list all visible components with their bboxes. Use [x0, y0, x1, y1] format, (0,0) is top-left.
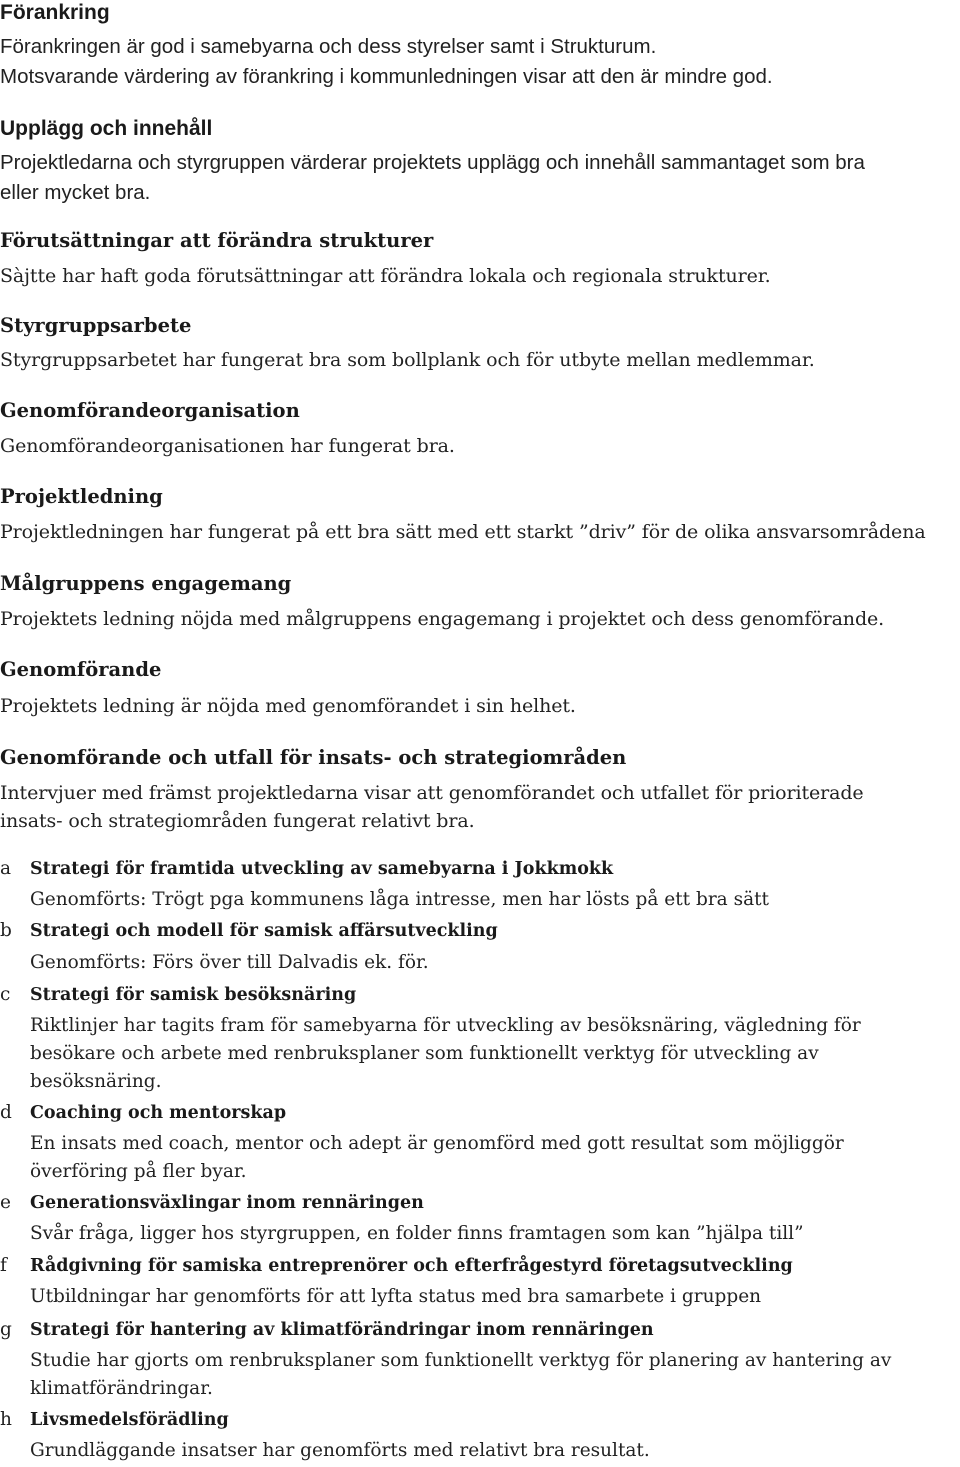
section-text: eller mycket bra. — [0, 181, 151, 204]
list-item-title: Strategi för hantering av klimatförändringar inom rennäringen — [30, 1320, 654, 1340]
list-item-text — [30, 1012, 950, 1096]
list-letter: a — [0, 858, 12, 879]
list-letter: e — [0, 1192, 11, 1213]
text-line: Riktlinjer har tagits fram för samebyarna för utveckling av besöksnäring, vägledning för — [30, 1015, 861, 1036]
list-item-text — [30, 1437, 950, 1465]
text-line: besökare och arbete med renbruksplaner som funktionellt verktyg för utveckling av — [30, 1043, 819, 1064]
text-line: Genomförts: Trögt pga kommunens låga intresse, men har lösts på ett bra sätt — [30, 889, 769, 910]
section-text: Projektets ledning är nöjda med genomförandet i sin helhet. — [0, 695, 576, 717]
list-item-title: Livsmedelsförädling — [30, 1410, 229, 1430]
section-heading: Målgruppens engagemang — [0, 572, 292, 595]
text-line: klimatförändringar. — [30, 1378, 213, 1399]
section-heading: Upplägg och innehåll — [0, 117, 213, 140]
text-line: Utbildningar har genomförts för att lyfta status med bra samarbete i gruppen — [30, 1286, 762, 1307]
list-letter: g — [0, 1319, 12, 1340]
section-text: Projektledarna och styrgruppen värderar projektets upplägg och innehåll sammantaget som bra — [0, 151, 865, 174]
section-heading: Genomförandeorganisation — [0, 399, 300, 422]
list-item-title: Strategi och modell för samisk affärsutveckling — [30, 921, 498, 941]
text-line: besöksnäring. — [30, 1071, 162, 1092]
section-text: Sàjtte har haft goda förutsättningar att förändra lokala och regionala strukturer. — [0, 265, 771, 287]
list-letter: f — [0, 1255, 7, 1276]
section-text: insats- och strategiområden fungerat relativt bra. — [0, 810, 475, 832]
text-line: överföring på fler byar. — [30, 1161, 247, 1182]
section-text: Intervjuer med främst projektledarna visar att genomförandet och utfallet för prioriterade — [0, 782, 864, 804]
section-text: Motsvarande värdering av förankring i kommunledningen visar att den är mindre god. — [0, 65, 773, 88]
section-heading: Förankring — [0, 1, 110, 24]
list-letter: d — [0, 1102, 12, 1123]
section-heading: Förutsättningar att förändra strukturer — [0, 229, 434, 252]
text-line: Genomförts: Förs över till Dalvadis ek. för. — [30, 952, 429, 973]
section-text: Förankringen är god i samebyarna och dess styrelser samt i Strukturum. — [0, 35, 657, 58]
list-item-title: Strategi för framtida utveckling av samebyarna i Jokkmokk — [30, 859, 614, 879]
list-item-text — [30, 1283, 950, 1311]
list-item-text — [30, 1220, 950, 1248]
text-line: Grundläggande insatser har genomförts med relativt bra resultat. — [30, 1440, 650, 1461]
section-text: Projektets ledning nöjda med målgruppens engagemang i projektet och dess genomförande. — [0, 608, 885, 630]
list-item-title: Rådgivning för samiska entreprenörer och efterfrågestyrd företagsutveckling — [30, 1256, 793, 1276]
list-item-text — [30, 886, 950, 914]
list-letter: b — [0, 920, 12, 941]
list-item-text — [30, 1130, 950, 1186]
list-item-title: Generationsväxlingar inom rennäringen — [30, 1193, 424, 1213]
list-letter: h — [0, 1409, 12, 1430]
section-heading: Styrgruppsarbete — [0, 314, 192, 337]
section-text: Projektledningen har fungerat på ett bra sätt med ett starkt ”driv” för de olika ansvarsområdena — [0, 521, 926, 543]
section-text: Styrgruppsarbetet har fungerat bra som bollplank och för utbyte mellan medlemmar. — [0, 349, 815, 371]
list-item-text — [30, 949, 950, 977]
text-line: Svår fråga, ligger hos styrgruppen, en folder finns framtagen som kan ”hjälpa till” — [30, 1223, 804, 1244]
text-line: En insats med coach, mentor och adept är genomförd med gott resultat som möjliggör — [30, 1133, 844, 1154]
section-text: Genomförandeorganisationen har fungerat bra. — [0, 435, 455, 457]
list-item-title: Strategi för samisk besöksnäring — [30, 985, 357, 1005]
list-item-text — [30, 1347, 950, 1403]
section-heading: Genomförande — [0, 658, 162, 681]
section-heading: Projektledning — [0, 485, 163, 508]
text-line: Studie har gjorts om renbruksplaner som funktionellt verktyg för planering av hantering av — [30, 1350, 892, 1371]
list-letter: c — [0, 984, 11, 1005]
list-item-title: Coaching och mentorskap — [30, 1103, 287, 1123]
section-heading: Genomförande och utfall för insats- och strategiområden — [0, 746, 627, 769]
